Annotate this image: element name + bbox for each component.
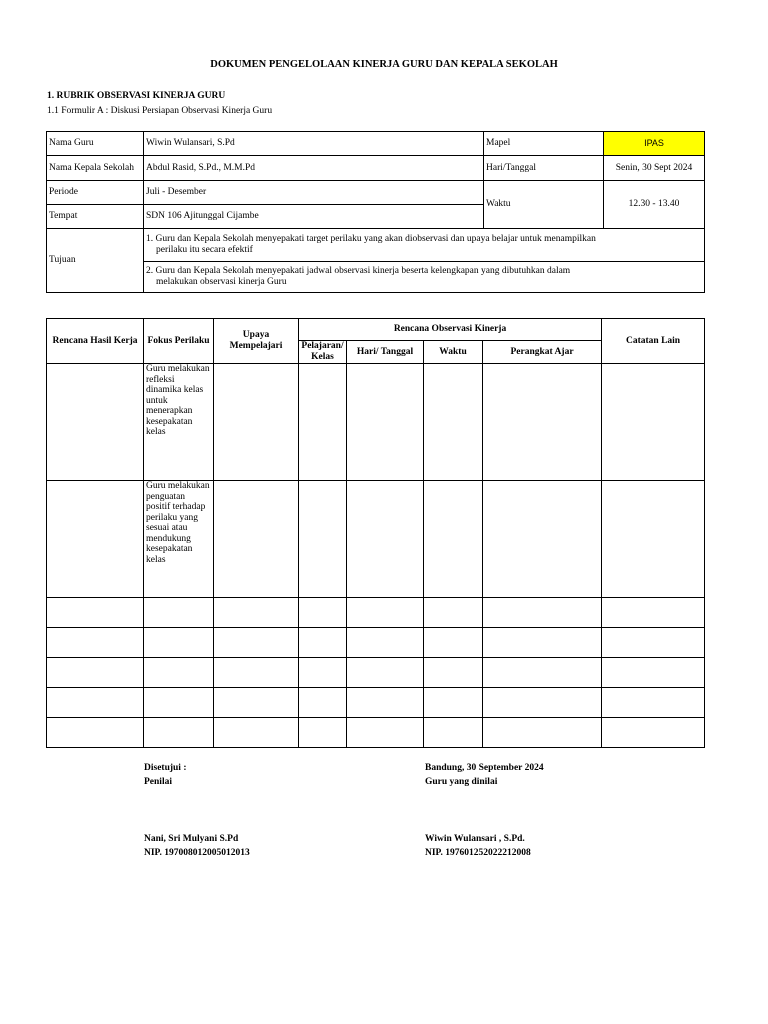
table-row	[47, 718, 705, 748]
assessor-label: Penilai	[144, 777, 172, 787]
hari-label: Hari/Tanggal	[484, 156, 604, 181]
tempat-value: SDN 106 Ajitunggal Cijambe	[144, 205, 484, 229]
teacher-name: Wiwin Wulansari , S.Pd.	[425, 834, 525, 844]
kepala-label: Nama Kepala Sekolah	[47, 156, 144, 181]
section-heading: 1. RUBRIK OBSERVASI KINERJA GURU	[47, 91, 226, 101]
fokus-cell-2: Guru melakukan penguatan positif terhadap perilaku yang sesuai atau mendukung kesepakatan kelas	[144, 481, 214, 598]
waktu-value: 12.30 - 13.40	[604, 181, 705, 229]
mapel-label: Mapel	[484, 132, 604, 156]
tujuan-item-2-line-1: 2. Guru dan Kepala Sekolah menyepakati jadwal observasi kinerja beserta kelengkapan yang dibutuhkan dalam	[146, 266, 571, 276]
tujuan-item-1-line-1: 1. Guru dan Kepala Sekolah menyepakati target perilaku yang akan diobservasi dan upaya belajar untuk menampilkan	[146, 234, 596, 244]
nama-guru-label: Nama Guru	[47, 132, 144, 156]
plan-table	[46, 318, 705, 748]
assessor-nip: NIP. 197008012005012013	[144, 848, 250, 858]
header-hari-tanggal: Hari/ Tanggal	[347, 341, 424, 364]
kepala-value: Abdul Rasid, S.Pd., M.M.Pd	[144, 156, 484, 181]
teacher-nip: NIP. 197601252022212008	[425, 848, 531, 858]
place-date: Bandung, 30 September 2024	[425, 763, 544, 773]
tempat-label: Tempat	[47, 205, 144, 229]
fokus-cell-1: Guru melakukan refleksi dinamika kelas untuk menerapkan kesepakatan kelas	[144, 364, 214, 481]
table-row	[47, 658, 705, 688]
hari-value: Senin, 30 Sept 2024	[604, 156, 705, 181]
assessed-teacher-label: Guru yang dinilai	[425, 777, 498, 787]
table-row	[47, 364, 705, 481]
nama-guru-value: Wiwin Wulansari, S.Pd	[144, 132, 484, 156]
periode-label: Periode	[47, 181, 144, 205]
header-fokus-perilaku: Fokus Perilaku	[144, 319, 214, 364]
tujuan-item-2	[144, 262, 705, 293]
table-row	[47, 481, 705, 598]
header-waktu: Waktu	[424, 341, 483, 364]
header-catatan-lain: Catatan Lain	[602, 319, 705, 364]
header-upaya-mempelajari: Upaya Mempelajari	[214, 319, 299, 364]
subsection-heading: 1.1 Formulir A : Diskusi Persiapan Observasi Kinerja Guru	[47, 106, 273, 116]
header-pelajaran-kelas: Pelajaran/ Kelas	[299, 341, 347, 364]
tujuan-item-2-line-2: melakukan observasi kinerja Guru	[156, 277, 287, 287]
document-title: DOKUMEN PENGELOLAAN KINERJA GURU DAN KEPALA SEKOLAH	[210, 59, 558, 70]
tujuan-label: Tujuan	[47, 229, 144, 293]
header-perangkat-ajar: Perangkat Ajar	[483, 341, 602, 364]
tujuan-item-1-line-2: perilaku itu secara efektif	[156, 245, 253, 255]
header-rencana-hasil-kerja: Rencana Hasil Kerja	[47, 319, 144, 364]
tujuan-item-1	[144, 229, 705, 262]
assessor-name: Nani, Sri Mulyani S.Pd	[144, 834, 239, 844]
info-table	[46, 131, 705, 293]
table-row	[47, 688, 705, 718]
header-rencana-observasi: Rencana Observasi Kinerja	[299, 319, 602, 341]
mapel-value: IPAS	[604, 132, 705, 156]
waktu-label: Waktu	[484, 181, 604, 229]
approved-label: Disetujui :	[144, 763, 187, 773]
table-row	[47, 628, 705, 658]
table-row	[47, 598, 705, 628]
periode-value: Juli - Desember	[144, 181, 484, 205]
